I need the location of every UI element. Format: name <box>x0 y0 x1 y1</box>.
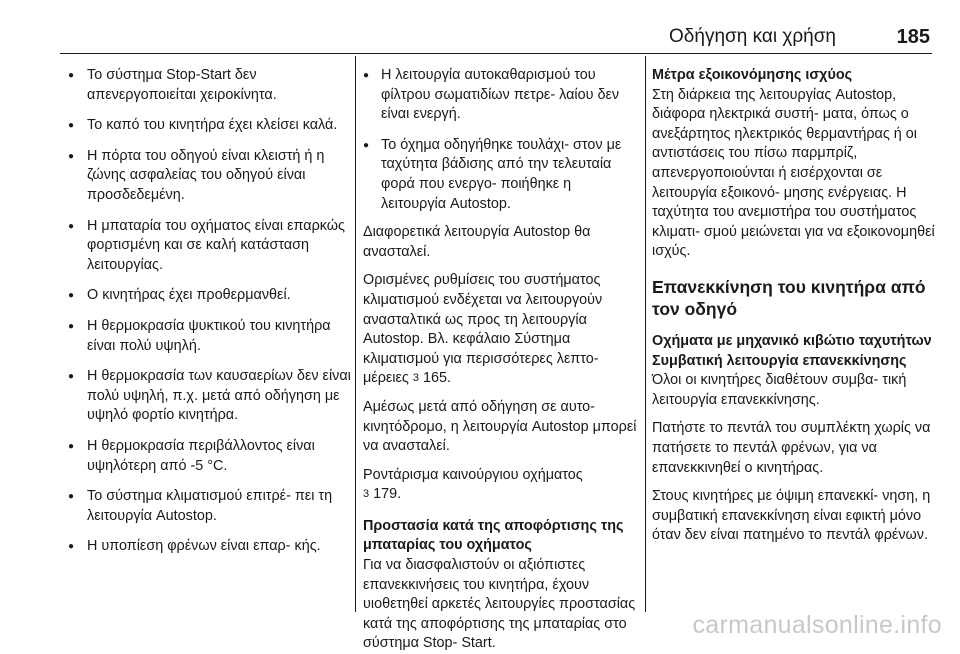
page-reference-icon: 3 <box>363 488 370 501</box>
column-3 <box>652 56 942 612</box>
conditions-list <box>68 66 353 557</box>
list-item: ● Η λειτουργία αυτοκαθαρισμού του φίλτρου σωματιδίων πετρε‐ λαίου δεν είναι ενεργή. <box>363 66 639 125</box>
paragraph: Στους κινητήρες με όψιμη επανεκκί‐ νηση, η συμβατική επανεκκίνηση είναι εφικτή μόνο όταν δεν είναι πατημένο το πεντάλ φρένων. <box>652 488 931 544</box>
section-title: Οδήγηση και χρήση <box>669 26 836 47</box>
subsection-heading: Μέτρα εξοικονόμησης ισχύος <box>652 67 853 83</box>
subsection-heading: Οχήματα με μηχανικό κιβώτιο ταχυτήτων <box>652 332 932 349</box>
paragraph: Όλοι οι κινητήρες διαθέτουν συμβα‐ τική λειτουργία επανεκκίνησης. <box>652 372 907 408</box>
list-item: ● Το σύστημα κλιματισμού επιτρέ‐ πει τη λειτουργία Autostop. <box>68 487 353 526</box>
column-divider-1 <box>355 56 356 612</box>
paragraph-text: Ροντάρισμα καινούργιου οχήματος <box>363 466 583 483</box>
paragraph <box>363 466 639 505</box>
paragraph: Στη διάρκεια της λειτουργίας Autostop, διάφορα ηλεκτρικά συστή‐ ματα, όπως ο ανεξάρτητος ηλεκτρικός θερμαντήρας ή οι αντιστάσεις του πίσω παρμπρίζ, απενεργοποιούνται ή εισέρχονται σε λειτουργία εξοικονό‐ μησης ενέργειας. Η ταχύτητα του ανεμιστήρα του συστήματος κλιματι‐ σμού μειώνεται για να εξοικονομηθεί ισχύς. <box>652 86 935 260</box>
page-header <box>0 0 960 52</box>
list-item: ● Το σύστημα Stop-Start δεν απενεργοποιείται χειροκίνητα. <box>68 66 353 105</box>
paragraph: Αμέσως μετά από οδήγηση σε αυτο‐ κινητόδρομο, η λειτουργία Autostop μπορεί να ανασταλεί. <box>363 398 637 455</box>
list-item: ● Η θερμοκρασία ψυκτικού του κινητήρα είναι πολύ υψηλή. <box>68 317 353 356</box>
list-item: ● Το όχημα οδηγήθηκε τουλάχι‐ στον με ταχύτητα βάδισης από την τελευταία φορά που ενεργο‐ ποιήθηκε η λειτουργία Autostop. <box>363 136 639 214</box>
conditions-list-continued <box>363 66 639 214</box>
paragraph: Διαφορετικά λειτουργία Autostop θα ανασταλεί. <box>363 224 591 260</box>
list-item: ● Η πόρτα του οδηγού είναι κλειστή ή η ζώνης ασφαλείας του οδηγού είναι προσδεδεμένη. <box>68 147 353 206</box>
subsection-heading: Συμβατική λειτουργία επανεκκίνησης <box>652 352 907 369</box>
list-item: ● Η θερμοκρασία περιβάλλοντος είναι υψηλότερη από -5 °C. <box>68 437 353 476</box>
paragraph: Πατήστε το πεντάλ του συμπλέκτη χωρίς να πατήσετε το πεντάλ φρένων, για να επανεκκινηθεί ο κινητήρας. <box>652 420 931 476</box>
section-heading: Επανεκκίνηση του κινητήρα από τον οδηγό <box>652 276 926 319</box>
list-item: ● Η υποπίεση φρένων είναι επαρ‐ κής. <box>68 537 353 557</box>
list-item: ● Η μπαταρία του οχήματος είναι επαρκώς φορτισμένη και σε καλή κατάσταση λειτουργίας. <box>68 217 353 276</box>
list-item: ● Το καπό του κινητήρα έχει κλείσει καλά. <box>68 116 353 136</box>
page-reference-link[interactable]: 179. <box>373 486 402 503</box>
page-number: 185 <box>896 26 930 48</box>
list-item: ● Ο κινητήρας έχει προθερμανθεί. <box>68 286 353 306</box>
subsection-heading: Προστασία κατά της αποφόρτισης της μπαταρίας του οχήματος <box>363 517 624 554</box>
header-divider <box>60 53 932 54</box>
column-divider-2 <box>645 56 646 612</box>
list-item: ● Η θερμοκρασία των καυσαερίων δεν είναι πολύ υψηλή, π.χ. μετά από οδήγηση με υψηλό φορτίο κινητήρα. <box>68 367 353 426</box>
watermark: carmanualsonline.info <box>692 611 942 639</box>
paragraph <box>363 271 639 389</box>
paragraph-text: Ορισμένες ρυθμίσεις του συστήματος κλιματισμού ενδέχεται να λειτουργούν ανασταλτικά ως προς τη λειτουργία Autostop. Βλ. κεφάλαιο Σύστημα κλιματισμού για περισσότερες λεπτο‐ μέρειες <box>363 272 603 387</box>
page-reference-icon: 3 <box>412 372 419 385</box>
column-1 <box>68 56 353 612</box>
page-reference-link[interactable]: 165. <box>422 370 451 387</box>
paragraph: Για να διασφαλιστούν οι αξιόπιστες επανεκκινήσεις του κινητήρα, έχουν υιοθετηθεί αρκετές λειτουργίες προστασίας κατά της αποφόρτισης της μπαταρίας στο σύστημα Stop- Start. <box>363 557 636 652</box>
column-2 <box>363 56 639 652</box>
